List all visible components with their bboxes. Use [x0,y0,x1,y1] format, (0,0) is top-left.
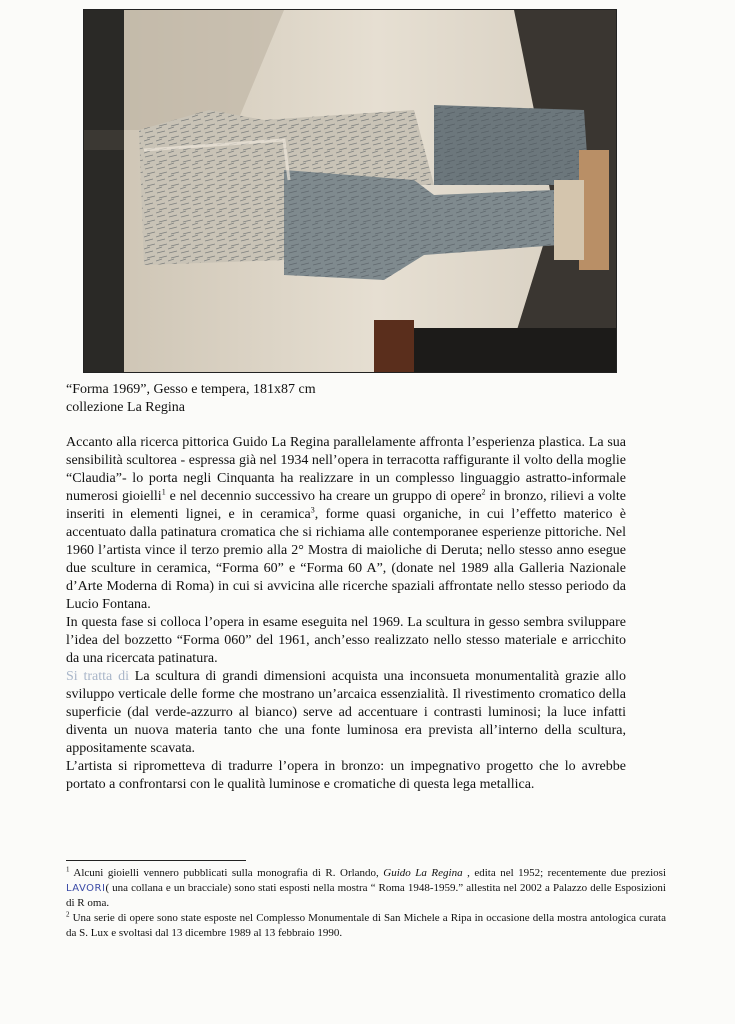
footnote-divider [66,860,246,861]
footnote-1-number: 1 [66,865,70,874]
footnote-2-text: Una serie di opere sono state esposte nel Complesso Monumentale di San Michele a Ripa in occasione della mostra antologica curata da S. Lux e svoltasi dal 13 dicembre 1989 al 13 febbraio 1990. [66,912,666,939]
footnote-1-book-title: Guido La Regina [383,867,463,879]
handwritten-insert: LAVORI [66,883,106,894]
footnote-1-text-a: Alcuni gioielli vennero pubblicati sulla monografia di R. Orlando, [69,867,384,879]
photo-caption [66,381,626,417]
paragraph-1-text-b: e nel decennio successivo ha creare un gruppo di opere [165,489,482,504]
footnote-2 [66,911,666,941]
paragraph-1-text-a: Accanto alla ricerca pittorica Guido La Regina parallelamente affronta l’esperienza plastica. La sua sensibilità scultorea - espressa già nel 1934 nell’opera in terracotta raffigurante il volto della moglie “Claudia”- lo porta negli Cinquanta ha realizzare in un complesso linguaggio astratto-informale numerosi gioielli [66,435,626,504]
paragraph-3-text: La scultura di grandi dimensioni acquista una inconsueta monumentalità grazie allo sviluppo verticale delle forme che mostrano un’arcaica essenzialità. Il rivestimento cromatico della superficie (dal verde-azzurro al bianco) serve ad accentuare i contrasti luminosi; la luce infatti diventa un nuova materia tanto che una fonte luminosa era prevista all’interno della scultura, appositamente scavata. [66,669,627,756]
footnote-1 [66,866,666,911]
paragraph-1-text-c: in bronzo, rilievi a volte inseriti in elementi lignei, e in ceramica [66,489,626,522]
sculpture-photo-drawing [84,10,616,372]
caption-collection: collezione La Regina [66,400,185,415]
struck-text: Si tratta di [66,669,135,684]
footnote-ref-2: 2 [481,487,486,497]
paragraph-1 [66,434,626,614]
footnote-1-text-c: ( una collana e un bracciale) sono stati esposti nella mostra “ Roma 1948-1959.” allestita nel 2002 a Palazzo delle Esposizioni di R oma. [66,882,666,909]
caption-title: “Forma 1969”, Gesso e tempera, 181x87 cm [66,382,316,397]
article-body [66,434,626,794]
footnote-ref-3: 3 [310,505,315,515]
footnote-1-text-b: , edita nel 1952; recentemente due preziosi [462,867,666,879]
paragraph-3 [66,668,626,758]
paragraph-4: L’artista si riprometteva di tradurre l’opera in bronzo: un impegnativo progetto che lo avrebbe portato a confrontarsi con le qualità luminose e cromatiche di questa lega metallica. [66,759,626,792]
paragraph-2: In questa fase si colloca l’opera in esame eseguita nel 1969. La scultura in gesso sembra sviluppare l’idea del bozzetto “Forma 060” del 1961, anch’esso realizzato nello stesso materiale e arricchito da una ricercata patinatura. [66,615,626,666]
footnote-2-number: 2 [66,910,70,919]
footnotes [66,866,666,941]
sculpture-photo [84,10,616,372]
footnote-ref-1: 1 [161,487,166,497]
paragraph-1-text-d: , forme quasi organiche, in cui l’effetto materico è accentuato dalla patinatura cromatica che si richiama alle contemporanee esperienze pittoriche. Nel 1960 l’artista vince il terzo premio alla 2° Mostra di maioliche di Deruta; nello stesso anno esegue due sculture in ceramica, “Forma 60” e “Forma 60 A”, (donate nel 1989 alla Galleria Nazionale d’Arte Moderna di Roma) in cui si avvicina alle ricerche spaziali affrontate nello stesso periodo da Lucio Fontana. [66,507,626,612]
